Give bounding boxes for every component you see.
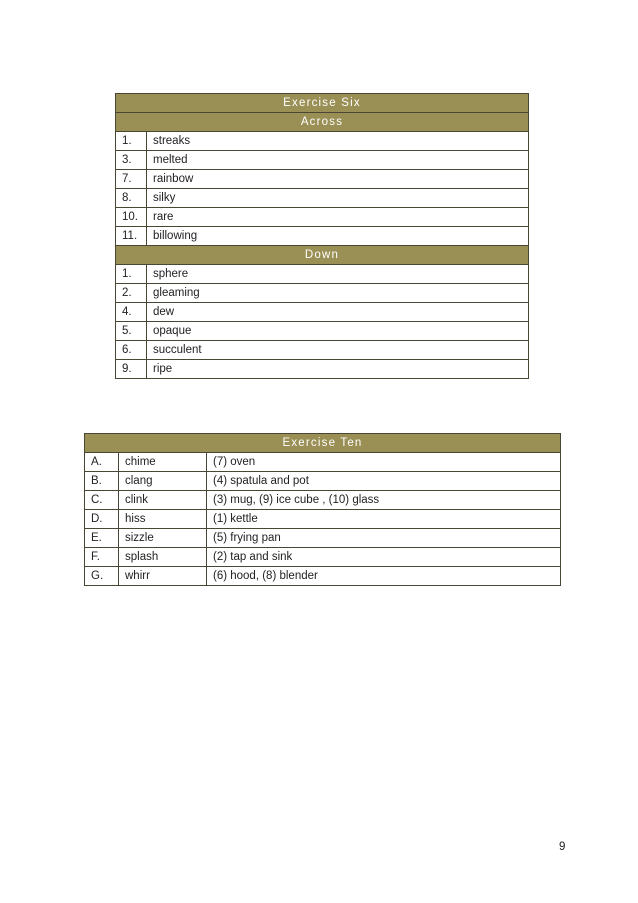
clue-number: 4.: [116, 303, 147, 322]
down-row: [116, 322, 529, 341]
across-row: [116, 151, 529, 170]
sound-word: chime: [119, 453, 207, 472]
clue-number: 10.: [116, 208, 147, 227]
down-row: [116, 284, 529, 303]
clue-answer: ripe: [147, 360, 529, 379]
answer-text: (6) hood, (8) blender: [207, 567, 561, 586]
exercise-ten-table: [84, 433, 561, 586]
clue-number: 1.: [116, 265, 147, 284]
clue-number: 3.: [116, 151, 147, 170]
answer-text: (1) kettle: [207, 510, 561, 529]
answer-text: (4) spatula and pot: [207, 472, 561, 491]
down-row: [116, 265, 529, 284]
clue-answer: rare: [147, 208, 529, 227]
clue-number: 1.: [116, 132, 147, 151]
row-letter: E.: [85, 529, 119, 548]
down-row: [116, 360, 529, 379]
row-letter: G.: [85, 567, 119, 586]
exercise-ten-title: Exercise Ten: [85, 434, 561, 453]
across-row: [116, 170, 529, 189]
across-row: [116, 132, 529, 151]
sound-word: sizzle: [119, 529, 207, 548]
sound-word: clink: [119, 491, 207, 510]
clue-number: 5.: [116, 322, 147, 341]
sound-word: splash: [119, 548, 207, 567]
clue-answer: rainbow: [147, 170, 529, 189]
across-row: [116, 189, 529, 208]
answer-text: (7) oven: [207, 453, 561, 472]
clue-answer: sphere: [147, 265, 529, 284]
clue-answer: silky: [147, 189, 529, 208]
row-letter: A.: [85, 453, 119, 472]
table-row: [85, 567, 561, 586]
clue-number: 7.: [116, 170, 147, 189]
sound-word: hiss: [119, 510, 207, 529]
across-row: [116, 227, 529, 246]
row-letter: F.: [85, 548, 119, 567]
clue-answer: succulent: [147, 341, 529, 360]
down-row: [116, 341, 529, 360]
answer-text: (5) frying pan: [207, 529, 561, 548]
exercise-six-title: Exercise Six: [116, 94, 529, 113]
clue-answer: melted: [147, 151, 529, 170]
clue-answer: gleaming: [147, 284, 529, 303]
clue-answer: streaks: [147, 132, 529, 151]
table-row: [85, 453, 561, 472]
table-row: [85, 510, 561, 529]
answer-text: (3) mug, (9) ice cube , (10) glass: [207, 491, 561, 510]
row-letter: D.: [85, 510, 119, 529]
sound-word: clang: [119, 472, 207, 491]
clue-number: 8.: [116, 189, 147, 208]
exercise-six-table: [115, 93, 529, 379]
across-header: Across: [116, 113, 529, 132]
clue-number: 2.: [116, 284, 147, 303]
clue-number: 11.: [116, 227, 147, 246]
clue-answer: opaque: [147, 322, 529, 341]
across-row: [116, 208, 529, 227]
page-number: 9: [559, 841, 566, 853]
down-row: [116, 303, 529, 322]
sound-word: whirr: [119, 567, 207, 586]
down-header: Down: [116, 246, 529, 265]
answer-text: (2) tap and sink: [207, 548, 561, 567]
row-letter: B.: [85, 472, 119, 491]
clue-number: 6.: [116, 341, 147, 360]
clue-answer: dew: [147, 303, 529, 322]
table-row: [85, 548, 561, 567]
clue-number: 9.: [116, 360, 147, 379]
clue-answer: billowing: [147, 227, 529, 246]
table-row: [85, 491, 561, 510]
row-letter: C.: [85, 491, 119, 510]
table-row: [85, 472, 561, 491]
table-row: [85, 529, 561, 548]
